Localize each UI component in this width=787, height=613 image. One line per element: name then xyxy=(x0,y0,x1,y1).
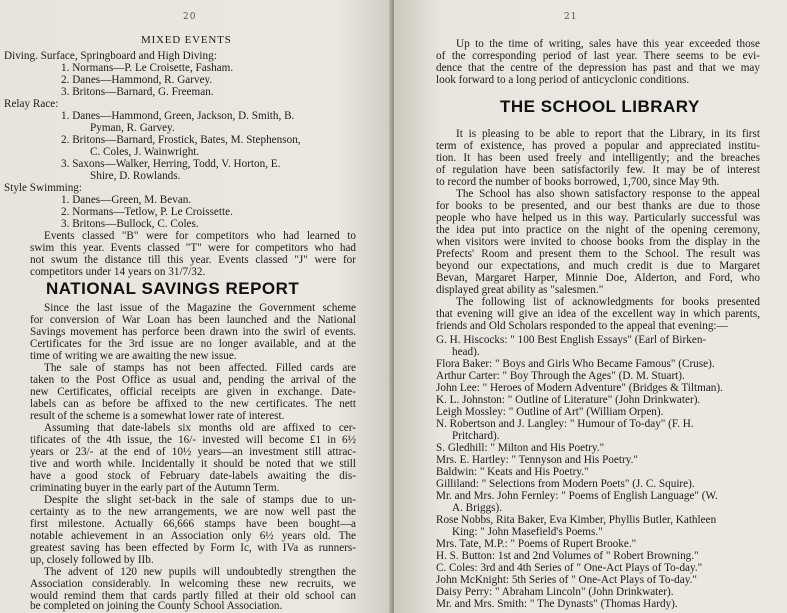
style-result: 2. Normans—Tetlow, P. Le Croissette. xyxy=(61,206,233,218)
right-page xyxy=(394,0,787,613)
intro-line: Up to the time of writing, sales have this year exceeded those xyxy=(456,38,760,50)
ack-line: that evening will give an idea of the excellent way in which parents, xyxy=(436,308,760,320)
library-line: displayed great ability as "salesmen." xyxy=(436,284,604,296)
savings-line: Despite the slight set-back in the sale of stamps due to un- xyxy=(44,494,356,506)
donation-line: Mr. and Mrs. Smith: " The Dynasts" (Thomas Hardy). xyxy=(436,598,678,610)
donation-line: N. Robertson and J. Langley: " Humour of To-day" (F. H. xyxy=(436,418,694,430)
savings-line: taken to the Post Office as usual and, pending the arrival of the xyxy=(30,374,356,386)
savings-line: would remind them that cards partly filled at their old school can xyxy=(30,590,356,602)
events-note-line: Events classed "B" were for competitors who had learned to xyxy=(44,230,356,242)
donation-line: Mrs. Tate, M.P.: " Poems of Rupert Brooke." xyxy=(436,538,637,550)
intro-line: look forward to a long period of anticyclonic conditions. xyxy=(436,74,690,86)
events-note-line: not swum the distance till this year. Events classed "J" were for xyxy=(30,254,356,266)
left-page-number: 20 xyxy=(183,12,197,22)
savings-line: Association considerably. In welcoming these new recruits, we xyxy=(30,578,356,590)
savings-line: Assuming that date-labels six months old are affixed to cer- xyxy=(44,422,356,434)
donation-line: H. S. Button: 1st and 2nd Volumes of " Robert Browning." xyxy=(436,550,699,562)
savings-line: tive and worth while. Incidentally it should be noted that we still xyxy=(30,458,356,470)
savings-heading: NATIONAL SAVINGS REPORT xyxy=(46,279,300,298)
donation-line: John McKnight: 5th Series of " One-Act Plays of To-day." xyxy=(436,574,697,586)
savings-line: first milestone. Actually 66,666 stamps have been bought—a xyxy=(30,518,356,530)
donation-line: K. L. Johnston: " Outline of Literature" (John Drinkwater). xyxy=(436,394,701,406)
relay-label: Relay Race: xyxy=(4,98,59,110)
style-result: 3. Britons—Bullock, C. Coles. xyxy=(61,218,199,230)
relay-line: Pyman, R. Garvey. xyxy=(90,122,175,134)
savings-line: result of the scheme is a somewhat lower rate of interest. xyxy=(30,410,285,422)
library-line: to record the number of books borrowed, 1,700, since May 9th. xyxy=(436,176,720,188)
savings-line: tificates of the 4th issue, the 16/- invested will become £1 in 6½ xyxy=(30,434,356,446)
donation-line: head). xyxy=(452,346,480,358)
style-result: 1. Danes—Green, M. Bevan. xyxy=(61,194,192,206)
diving-result: 1. Normans—P. Le Croisette, Fasham. xyxy=(61,62,234,74)
savings-line: Certificates for the 3rd issue are no longer available, and at the xyxy=(30,338,356,350)
right-page-number: 21 xyxy=(564,12,578,22)
donation-line: Mr. and Mrs. John Fernley: " Poems of English Language" (W. xyxy=(436,490,718,502)
relay-line: Shire, D. Rowlands. xyxy=(90,170,181,182)
diving-result: 3. Britons—Barnard, G. Freeman. xyxy=(61,86,214,98)
savings-line: notable achievement in an Association only 6½ years old. The xyxy=(30,530,356,542)
library-heading: THE SCHOOL LIBRARY xyxy=(500,97,700,116)
library-line: It is pleasing to be able to report that the Library, in its first xyxy=(456,128,760,140)
savings-line: time of writing we are awaiting the new issue. xyxy=(30,350,237,362)
donation-line: G. H. Hiscocks: " 100 Best English Essays" (Earl of Birken- xyxy=(436,334,707,346)
intro-line: of the corresponding period of last year. There seems to be evi- xyxy=(436,50,760,62)
donation-line: Pritchard). xyxy=(452,430,500,442)
ack-line: friends and Old Scholars responded to the appeal that evening:— xyxy=(436,320,728,332)
donation-line: Leigh Mossley: " Outline of Art" (William Orpen). xyxy=(436,406,664,418)
donation-line: Daisy Perry: " Abraham Lincoln" (John Drinkwater). xyxy=(436,586,674,598)
library-line: of regulation have been satisfactorily few. It may be of interest xyxy=(436,164,760,176)
donation-line: C. Coles: 3rd and 4th Series of " One-Act Plays of To-day." xyxy=(436,562,703,574)
savings-line: certainty as to the new arrangements, we are now well past the xyxy=(30,506,356,518)
events-note-line: swim this year. Events classed "T" were for competitors who had xyxy=(30,242,356,254)
events-note-line: competitors under 14 years on 31/7/32. xyxy=(30,266,206,278)
library-line: Bevan, Margaret Harper, Minnie Doe, Alderton, and Ford, who xyxy=(436,272,760,284)
donation-line: A. Briggs). xyxy=(452,502,503,514)
library-line: when visitors were invited to choose books from the display in the xyxy=(436,236,760,248)
savings-line: Savings movement has perforce been drawn into the swirl of events. xyxy=(30,326,356,338)
ack-line: The following list of acknowledgments for books presented xyxy=(456,296,760,308)
donation-line: S. Gledhill: " Milton and His Poetry." xyxy=(436,442,605,454)
relay-line: 2. Britons—Barnard, Frostick, Bates, M. Stephenson, xyxy=(61,134,301,146)
library-line: The School has also shown satisfactory response to the appeal xyxy=(456,188,760,200)
style-label: Style Swimming: xyxy=(4,182,83,194)
savings-line: greatest saving has been effected by Form Ic, with IVa as runners- xyxy=(30,542,356,554)
intro-line: dence that the centre of the depression has past and that we may xyxy=(436,62,760,74)
library-line: term of existence, has proved a popular and appreciated institu- xyxy=(436,140,760,152)
donation-line: King: " John Masefield's Poems." xyxy=(452,526,603,538)
savings-line: up, closely followed by IIb. xyxy=(30,554,154,566)
donation-line: Arthur Carter: " Boy Through the Ages" (D. M. Stuart). xyxy=(436,370,685,382)
library-line: tion. It has been used freely and intelligently; and the breaches xyxy=(436,152,760,164)
relay-line: 1. Danes—Hammond, Green, Jackson, D. Smith, B. xyxy=(61,110,295,122)
donation-line: Mrs. E. Hartley: " Tennyson and His Poetry." xyxy=(436,454,638,466)
library-line: the idea put into practice on the night of the opening ceremony, xyxy=(436,224,760,236)
library-line: Prefects' Room and present them to the School. The result was xyxy=(436,248,760,260)
donation-line: Baldwin: " Keats and His Poetry." xyxy=(436,466,589,478)
donation-line: John Lee: " Heroes of Modern Adventure" (Bridges & Tiltman). xyxy=(436,382,723,394)
library-line: people who have helped us in this way. Particularly successful was xyxy=(436,212,760,224)
savings-line: have a good stock of February date-labels awaiting the dis- xyxy=(30,470,356,482)
donation-line: Flora Baker: " Boys and Girls Who Became Famous" (Cruse). xyxy=(436,358,715,370)
savings-line: years or 23/- at the end of 10½ years—an investment still attrac- xyxy=(30,446,356,458)
savings-line: The advent of 120 new pupils will undoubtedly strengthen the xyxy=(44,566,356,578)
savings-line: The sale of stamps has not been affected. Filled cards are xyxy=(44,362,356,374)
relay-line: 3. Saxons—Walker, Herring, Todd, V. Horton, E. xyxy=(61,158,281,170)
diving-result: 2. Danes—Hammond, R. Garvey. xyxy=(61,74,213,86)
mixed-events-heading: MIXED EVENTS xyxy=(141,34,232,46)
savings-line: be completed on joining the County School Association. xyxy=(30,600,283,612)
library-line: beyond our expectations, and much credit is due to Margaret xyxy=(436,260,760,272)
savings-line: for conversion of War Loan has been launched and the National xyxy=(30,314,356,326)
diving-label: Diving. Surface, Springboard and High Diving: xyxy=(4,50,217,62)
savings-line: criminating buyer in the early part of the Autumn Term. xyxy=(30,482,280,494)
donation-line: Rose Nobbs, Rita Baker, Eva Kimber, Phyllis Butler, Kathleen xyxy=(436,514,717,526)
savings-line: labels can as before be affixed to the new certificates. The nett xyxy=(30,398,356,410)
library-line: for books to be presented, and our best thanks are due to those xyxy=(436,200,760,212)
savings-line: Since the last issue of the Magazine the Government scheme xyxy=(44,302,356,314)
relay-line: C. Coles, J. Wainwright. xyxy=(90,146,200,158)
donation-line: Gilliland: " Selections from Modern Poets" (J. C. Squire). xyxy=(436,478,695,490)
savings-line: new Certificates, official receipts are given in exchange. Date- xyxy=(30,386,356,398)
